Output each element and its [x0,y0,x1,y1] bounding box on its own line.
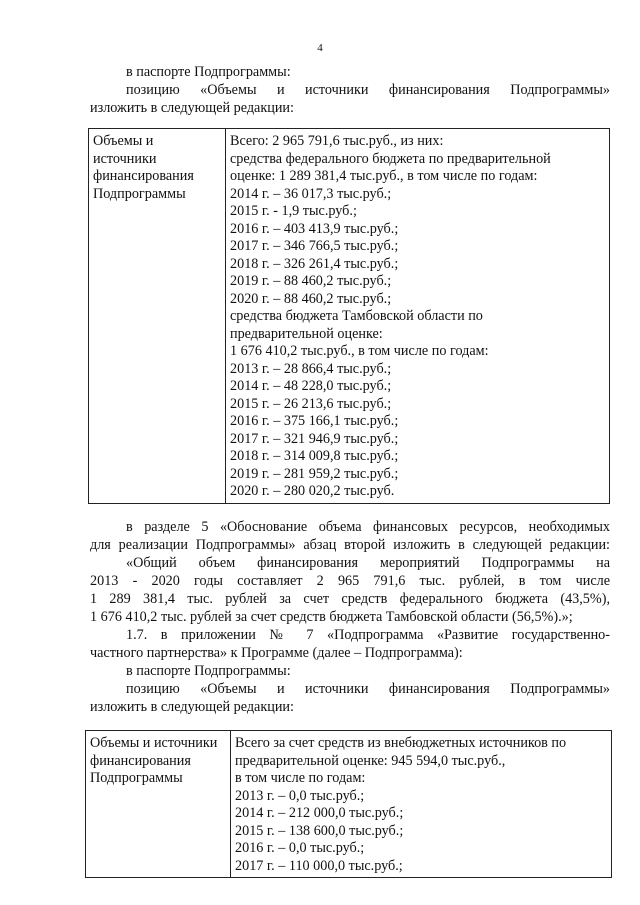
paragraph-appendix7a: 1.7. в приложении № 7 «Подпрограмма «Развитие государственно- [126,627,610,643]
table1-line: предварительной оценке: [230,325,383,342]
paragraph-section5b: для реализации Подпрограммы» абзац второй изложить в следующей редакции: [90,537,610,553]
paragraph-position-1a: позицию «Объемы и источники финансирования Подпрограммы» [126,82,610,98]
paragraph-total-b: 2013 - 2020 годы составляет 2 965 791,6 тыс. рублей, в том числе [90,573,610,589]
paragraph-passport-1: в паспорте Подпрограммы: [126,64,291,80]
table1-line: 2016 г. – 403 413,9 тыс.руб.; [230,220,399,237]
table1-line: 2014 г. – 48 228,0 тыс.руб.; [230,378,392,394]
paragraph-position-1b: изложить в следующей редакции: [90,100,294,116]
table2-label-line: Объемы и источники [90,735,218,751]
paragraph-section5a: в разделе 5 «Обоснование объема финансовых ресурсов, необходимых [126,519,610,535]
table1-label-line: Объемы и [93,133,154,149]
table1-label-line: источники [93,150,157,167]
table1-line: оценке: 1 289 381,4 тыс.руб., в том числе по годам: [230,168,538,184]
table1-label-line: финансирования [93,168,194,184]
table1-line: Всего: 2 965 791,6 тыс.руб., из них: [230,133,444,149]
table2-line: Всего за счет средств из внебюджетных источников по [235,735,567,751]
page-number: 4 [317,42,323,54]
table2-line: предварительной оценке: 945 594,0 тыс.руб., [235,752,506,769]
paragraph-total-d: 1 676 410,2 тыс. рублей за счет средств бюджета Тамбовской области (56,5%).»; [90,609,573,625]
table2-line: 2013 г. – 0,0 тыс.руб.; [235,787,365,804]
table2-label-line: Подпрограммы [90,770,183,786]
table1-line: средства федерального бюджета по предварительной [230,150,551,167]
table2-value-cell [231,731,612,878]
table1-line: 2016 г. – 375 166,1 тыс.руб.; [230,413,399,429]
table2-line: 2014 г. – 212 000,0 тыс.руб.; [235,805,404,821]
paragraph-total-a: «Общий объем финансирования мероприятий Подпрограммы на [126,555,610,571]
table2-label-line: финансирования [90,752,191,769]
table2-label-cell [86,731,231,878]
table1-line: 2020 г. – 88 460,2 тыс.руб.; [230,290,392,307]
paragraph-position-2a: позицию «Объемы и источники финансирования Подпрограммы» [126,681,610,697]
table1-line: 2018 г. – 326 261,4 тыс.руб.; [230,255,399,272]
table1-label-cell [89,129,226,504]
table1-label-line: Подпрограммы [93,185,186,202]
table1-line: средства бюджета Тамбовской области по [230,308,483,324]
paragraph-passport-2: в паспорте Подпрограммы: [126,663,291,679]
table2-line: 2015 г. – 138 600,0 тыс.руб.; [235,822,404,839]
table1-line: 2013 г. – 28 866,4 тыс.руб.; [230,360,392,377]
table1-line: 2017 г. – 346 766,5 тыс.руб.; [230,238,399,254]
paragraph-appendix7b: частного партнерства» к Программе (далее – Подпрограмма): [90,645,463,661]
passport-table-1 [88,128,610,504]
table1-line: 2015 г. - 1,9 тыс.руб.; [230,203,357,219]
table1-line: 2015 г. – 26 213,6 тыс.руб.; [230,395,392,412]
table1-line: 2019 г. – 88 460,2 тыс.руб.; [230,273,392,289]
table1-line: 2019 г. – 281 959,2 тыс.руб.; [230,465,399,482]
table2-line: в том числе по годам: [235,770,366,786]
table1-value-cell [226,129,610,504]
paragraph-total-c: 1 289 381,4 тыс. рублей за счет средств федерального бюджета (43,5%), [90,591,610,607]
table1-line: 2014 г. – 36 017,3 тыс.руб.; [230,185,392,202]
paragraph-position-2b: изложить в следующей редакции: [90,699,294,715]
table2-line: 2017 г. – 110 000,0 тыс.руб.; [235,857,403,874]
table2-line: 2016 г. – 0,0 тыс.руб.; [235,840,365,856]
table1-line: 2020 г. – 280 020,2 тыс.руб. [230,483,395,499]
table1-line: 2017 г. – 321 946,9 тыс.руб.; [230,430,399,447]
passport-table-2 [85,730,612,878]
table1-line: 2018 г. – 314 009,8 тыс.руб.; [230,448,399,464]
table1-line: 1 676 410,2 тыс.руб., в том числе по годам: [230,343,489,359]
